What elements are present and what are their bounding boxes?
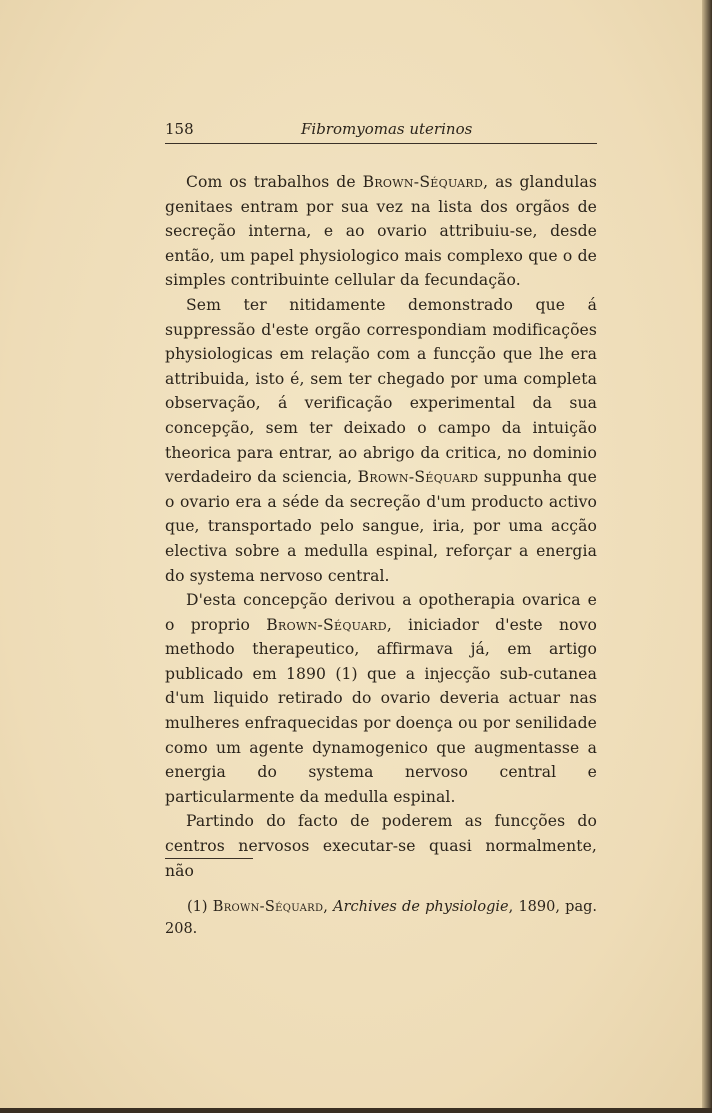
author-name: Brown-Séquard [266,615,387,634]
author-name: Brown-Séquard [362,173,484,191]
paragraph-1-text-end: , as glandulas genitaes entram por sua vez na lista dos orgãos de secreção interna, e ao ovario attribuiu-se, desde então, um papel physiologico mais complexo que o de simples contribuinte cellular da fecundação. [165,173,597,290]
footnote-citation: , 1890, pag. 208. [165,899,597,937]
footnote-marker: (1) [187,899,213,915]
body-text [165,170,597,883]
paragraph-4: Partindo do facto de poderem as funcções do centros nervosos executar-se quasi normalmente, não [165,812,597,880]
paragraph-2 [165,293,597,588]
page-edge-shadow [702,0,712,1113]
paragraph-3 [165,588,597,809]
paragraph-1-text-start: Com os trabalhos de [186,173,363,191]
footnote-separator: , [323,899,334,915]
footnote-journal-title: Archives de physiologie [333,899,509,915]
author-name: Brown-Séquard [357,468,479,487]
footnote [165,896,597,940]
page-bottom-edge [0,1108,712,1113]
paragraph-3-text-start: D'esta concepção derivou a opotherapia ovarica e o proprio [165,591,597,634]
paragraph-2-text-start: Sem ter nitidamente demonstrado que á suppressão d'este orgão correspondiam modificações physiologicas em relação com a funcção que lhe era attribuida, isto é, sem ter chegado por uma completa observação, á verificação experimental da sua concepção, sem ter deixado o campo da intuição theorica para entrar, ao abrigo da critica, no dominio verdadeiro da sciencia, [165,295,597,487]
page-header [165,120,597,144]
paragraph-1 [165,170,597,293]
page-number: 158 [165,120,194,138]
header-rule [165,143,597,144]
footnote-rule [165,858,253,859]
running-title: Fibromyomas uterinos [301,120,473,138]
paragraph-3-text-end: , iniciador d'este novo methodo therapeutico, affirmava já, em artigo publicado em 1890 (1) que a injecção sub-cutanea d'um liquido retirado do ovario deveria actuar nas mulheres enfraquecidas por doença ou por senilidade como um agente dynamogenico que augmentasse a energia do systema nervoso central e particularmente da medulla espinal. [165,615,597,806]
footnote-author: Brown-Séquard [212,899,324,915]
paragraph-2-text-end: suppunha que o ovario era a séde da secreção d'um producto activo que, transportado pelo sangue, iria, por uma acção electiva sobre a medulla espinal, reforçar a energia do systema nervoso central. [165,468,597,585]
